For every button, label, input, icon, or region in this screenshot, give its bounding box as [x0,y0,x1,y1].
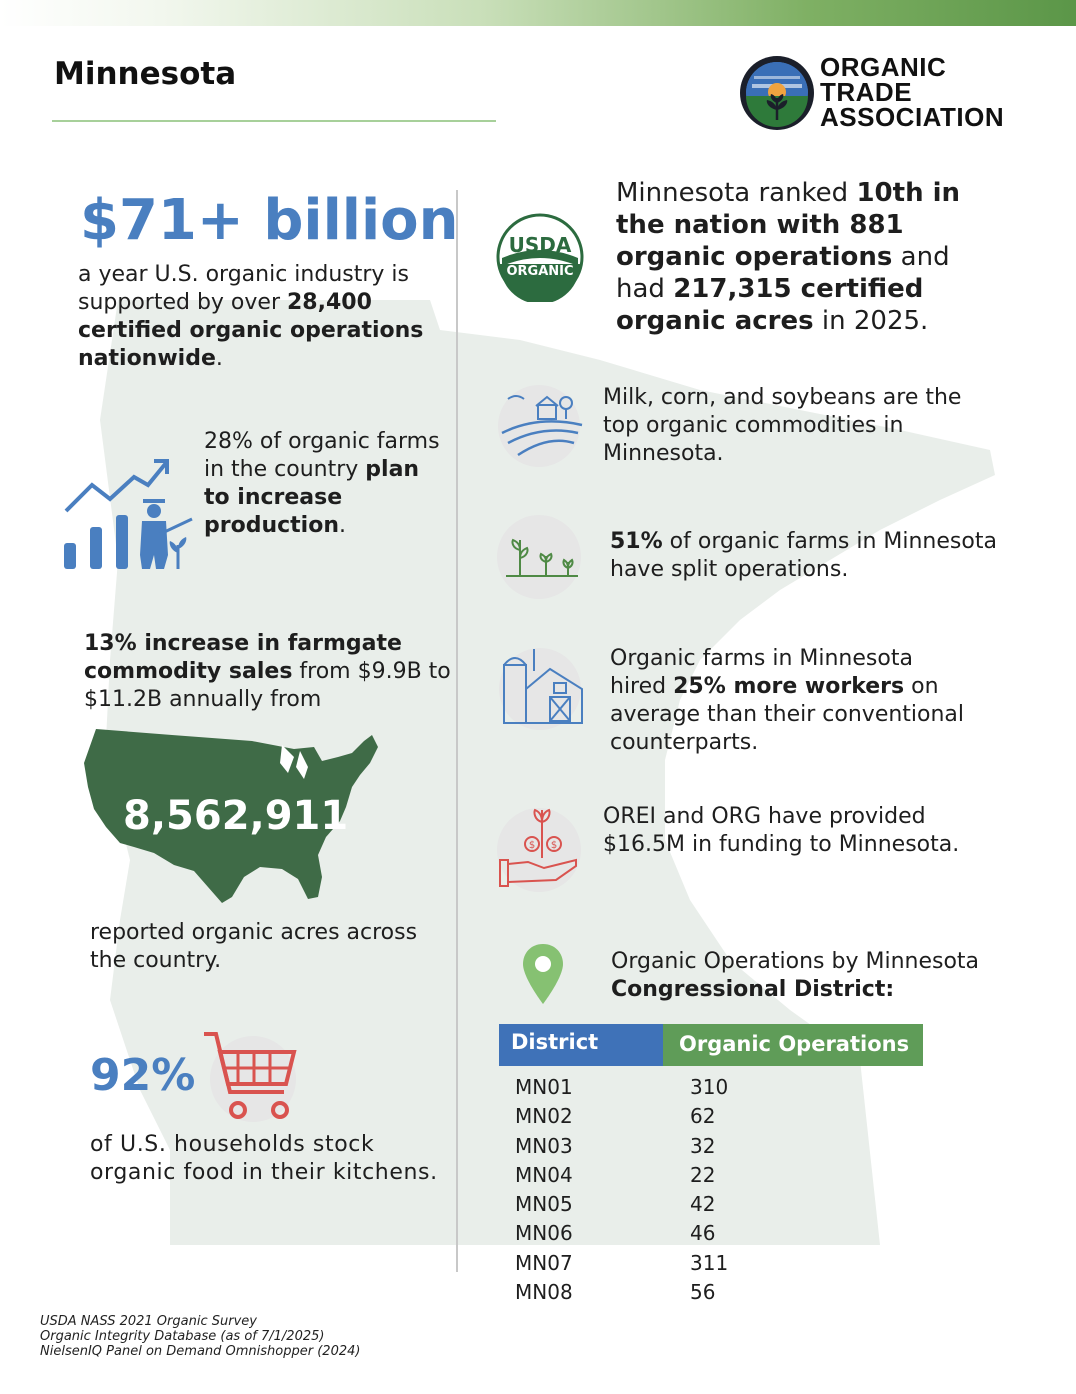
ranking-text-bold2: 217,315 certified organic acres [616,274,924,336]
growth-farmer-icon [62,455,197,573]
ranking-text-post: in 2025. [813,306,929,336]
cell-district: MN06 [515,1221,573,1246]
district-heading-bold: Congressional District: [611,977,895,1002]
farm-field-icon [498,385,584,467]
cell-operations: 46 [690,1221,716,1246]
table-header [499,1024,923,1066]
farmgate-text [84,630,454,714]
table-row [499,1192,923,1221]
cell-district: MN01 [515,1075,573,1099]
workers-text [610,645,970,757]
industry-text-bold: 28,400 certified organic operations nationwide [78,290,424,371]
split-ops-text-post: of organic farms in Minnesota have split operations. [610,529,997,582]
cell-operations: 311 [690,1250,729,1275]
barn-silo-icon [500,645,586,727]
table-row [499,1075,923,1104]
header-district: District [499,1024,663,1066]
location-pin-icon [520,942,566,1006]
usda-organic-seal-icon [496,212,584,302]
source-line: USDA NASS 2021 Organic Survey [40,1314,257,1329]
usda-seal-bottom-text: ORGANIC [506,264,574,279]
cell-operations: 42 [690,1192,716,1217]
sources-footnote [40,1314,360,1359]
header-operations: Organic Operations [663,1024,923,1066]
cell-district: MN02 [515,1104,573,1129]
workers-text-pre: Organic farms in Minnesota hired [610,646,913,699]
cell-district: MN03 [515,1133,573,1158]
page-title: Minnesota [54,56,237,92]
cell-operations: 32 [690,1133,716,1158]
industry-value: $71+ billion [80,188,459,253]
industry-text-post: . [215,346,223,371]
logo-line-3: ASSOCIATION [820,102,1005,132]
households-percent: 92% [90,1050,196,1101]
hand-money-plant-icon [498,800,584,892]
source-line: Organic Integrity Database (as of 7/1/2025) [40,1329,325,1344]
table-body [499,1066,923,1309]
svg-text:$: $ [528,840,536,851]
households-text: of U.S. households stock organic food in their kitchens. [90,1132,438,1185]
us-acres-value: 8,562,911 [123,793,349,839]
table-row [499,1163,923,1192]
plan-text-pre: 28% of organic farms in the country [204,429,440,482]
plan-text [204,428,444,540]
ota-logo-text [820,52,1005,132]
workers-text-post: on average than their conventional counterparts. [610,674,965,755]
workers-text-bold: 25% more workers [673,674,905,699]
logo-line-2: TRADE [820,77,913,107]
title-divider [52,120,496,122]
plan-text-post: . [339,513,346,538]
table-row [499,1280,923,1309]
plan-text-bold: plan to increase production [204,457,420,538]
split-ops-text [610,528,1030,584]
logo-line-1: ORGANIC [820,52,947,82]
district-table [499,1024,923,1309]
cell-operations: 56 [690,1280,716,1305]
cell-district: MN04 [515,1162,573,1187]
table-row [499,1104,923,1133]
cell-operations: 22 [690,1162,716,1187]
industry-text [78,261,448,373]
ota-logo-icon [738,54,816,132]
ranking-text-bold1: 10th in the nation with 881 organic operations [616,178,961,272]
ranking-text-pre: Minnesota ranked [616,178,857,208]
industry-text-pre: a year U.S. organic industry is supported by over [78,262,409,315]
ranking-text [616,177,976,337]
table-row [499,1251,923,1280]
cell-operations: 310 [690,1075,729,1099]
district-heading [611,948,1051,1004]
farmgate-text-bold: 13% increase in farmgate commodity sales [84,631,402,684]
cell-district: MN08 [515,1280,573,1305]
cell-district: MN07 [515,1250,573,1275]
seedlings-icon [500,520,582,596]
commodities-text: Milk, corn, and soybeans are the top organic commodities in Minnesota. [603,385,962,466]
ranking-text-mid: and had [616,242,950,304]
farmgate-text-post: from $9.9B to $11.2B annually from [84,659,451,712]
cell-district: MN05 [515,1192,573,1217]
us-acres-text: reported organic acres across the country. [90,920,418,973]
split-ops-text-bold: 51% [610,529,663,554]
cell-operations: 62 [690,1104,716,1129]
table-row [499,1221,923,1250]
shopping-cart-icon [200,1030,300,1124]
funding-text: OREI and ORG have provided $16.5M in funding to Minnesota. [603,804,960,857]
district-heading-line1: Organic Operations by Minnesota [611,949,980,974]
column-divider [456,190,458,1272]
usda-seal-top-text: USDA [508,233,572,257]
svg-text:$: $ [550,840,558,851]
source-line: NielsenIQ Panel on Demand Omnishopper (2024) [40,1344,361,1359]
table-row [499,1134,923,1163]
